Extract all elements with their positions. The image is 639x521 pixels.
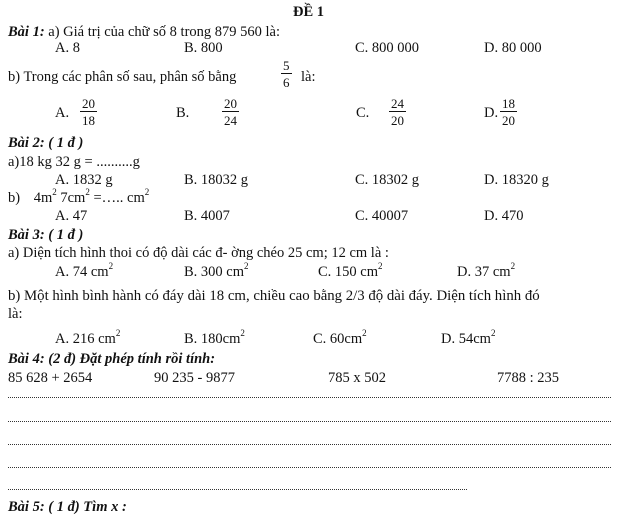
b4-title: Bài 4: (2 đ) Đặt phép tính rồi tính: (8, 351, 216, 367)
b2-question-a: a)18 kg 32 g = ..........g (8, 154, 140, 170)
b1-qa-text: a) Giá trị của chữ số 8 trong 879 560 là: (48, 24, 281, 40)
b3-question-b-line2: là: (8, 306, 23, 322)
b1a-option-b: B. 800 (184, 40, 223, 56)
b3a-option-c: C. 150 $cm^2$ (318, 261, 383, 280)
b2a-option-b: B. 18032 g (184, 172, 249, 188)
b2-question-b: b) $4m^2$ $7cm^2$ =….. $cm^2$ (8, 187, 150, 206)
b2b-option-d: D. 470 (484, 208, 524, 224)
b3-question-b-line1: b) Một hình bình hành có đáy dài 18 cm, chiều cao bằng 2/3 độ dài đáy. Diện tích hình đó (8, 288, 540, 304)
b1-qb-end: là: (301, 69, 316, 85)
b4-expr-3: 785 x 502 (328, 370, 386, 386)
b3a-option-d: D. 37 $cm^2$ (457, 261, 516, 280)
b3a-option-b: B. 300 $cm^2$ (184, 261, 249, 280)
b1a-option-a: A. 8 (55, 40, 80, 56)
b3-title: Bài 3: ( 1 đ ) (8, 227, 84, 243)
b1b-letter-a: A. (55, 105, 70, 121)
b3-question-a: a) Diện tích hình thoi có độ dài các đ- ờng chéo 25 cm; 12 cm là : (8, 245, 389, 261)
b5-title: Bài 5: ( 1 đ) Tìm x : (8, 499, 127, 515)
b1b-option-b: $\frac{20}{24}$ (224, 96, 237, 128)
b2a-option-d: D. 18320 g (484, 172, 549, 188)
b1b-letter-b: B. (176, 105, 190, 121)
b3b-option-d: D. $54cm^2$ (441, 328, 496, 347)
b3b-option-b: B. $180cm^2$ (184, 328, 245, 347)
b1b-letter-c: C. (356, 105, 370, 121)
b2b-option-c: C. 40007 (355, 208, 409, 224)
b1-question-a (8, 25, 280, 40)
exam-title: ĐỀ 1 (293, 4, 325, 20)
answer-line-2 (8, 421, 611, 422)
b1a-option-d: D. 80 000 (484, 40, 542, 56)
b3a-option-a: A. 74 $cm^2$ (55, 261, 114, 280)
b4-expr-2: 90 235 - 9877 (154, 370, 235, 386)
b2-title: Bài 2: ( 1 đ ) (8, 135, 84, 151)
answer-line-4 (8, 467, 611, 468)
b1b-letter-d: D. (484, 105, 499, 121)
answer-line-3 (8, 444, 611, 445)
b4-expr-1: 85 628 + 2654 (8, 370, 93, 386)
b1b-option-d: $\frac{18}{20}$ (502, 96, 515, 128)
b4-expr-4: 7788 : 235 (497, 370, 560, 386)
b1b-option-c: $\frac{24}{20}$ (391, 96, 404, 128)
b2a-option-a: A. 1832 g (55, 172, 113, 188)
b1-qb-text: b) Trong các phân số sau, phân số bằng (8, 69, 237, 85)
b1b-option-a: $\frac{20}{18}$ (82, 96, 95, 128)
b1a-option-c: C. 800 000 (355, 40, 420, 56)
b2b-option-b: B. 4007 (184, 208, 230, 224)
b2a-option-c: C. 18302 g (355, 172, 420, 188)
b3b-option-c: C. $60cm^2$ (313, 328, 367, 347)
answer-line-5 (8, 489, 467, 490)
b1-qb-fraction: $\frac{5}{6}$ (283, 58, 290, 90)
b2b-option-a: A. 47 (55, 208, 88, 224)
answer-line-1 (8, 397, 611, 398)
b3b-option-a: A. 216 $cm^2$ (55, 328, 121, 347)
b1-title: Bài 1: (8, 24, 45, 40)
